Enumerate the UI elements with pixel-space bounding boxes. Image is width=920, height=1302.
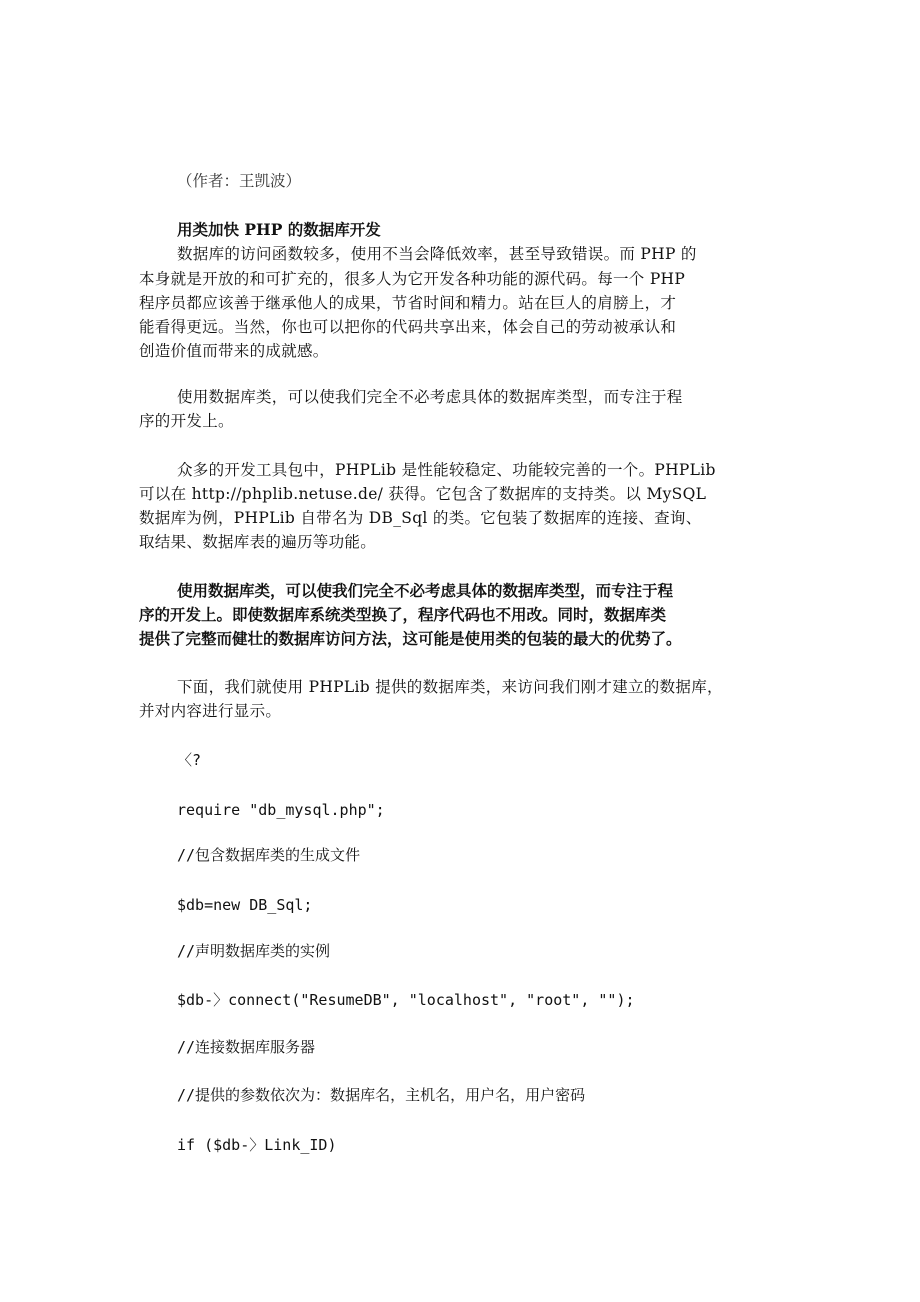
paragraph-3-line-4: 取结果、数据库表的遍历等功能。 [139, 533, 377, 551]
paragraph-2-line-2: 序的开发上。 [139, 412, 234, 430]
paragraph-1-line-1: 数据库的访问函数较多，使用不当会降低效率，甚至导致错误。而 PHP 的 [177, 245, 697, 263]
code-line-5: //声明数据库类的实例 [177, 942, 331, 960]
code-line-3: //包含数据库类的生成文件 [177, 846, 361, 864]
paragraph-5-line-2: 并对内容进行显示。 [139, 702, 282, 720]
paragraph-1-line-4: 能看得更远。当然，你也可以把你的代码共享出来，体会自己的劳动被承认和 [139, 318, 677, 336]
paragraph-4-line-2: 序的开发上。即使数据库系统类型换了，程序代码也不用改。同时，数据库类 [139, 605, 667, 624]
author-line: （作者：王凯波） [177, 172, 302, 190]
paragraph-1-line-2: 本身就是开放的和可扩充的，很多人为它开发各种功能的源代码。每一个 PHP [139, 270, 686, 288]
code-line-6: $db-〉connect("ResumeDB", "localhost", "root", ""); [177, 991, 635, 1009]
paragraph-1-line-3: 程序员都应该善于继承他人的成果，节省时间和精力。站在巨人的肩膀上，才 [139, 294, 677, 312]
code-line-8: //提供的参数依次为：数据库名，主机名，用户名，用户密码 [177, 1086, 586, 1104]
paragraph-3-line-1: 众多的开发工具包中，PHPLib 是性能较稳定、功能较完善的一个。PHPLib [177, 461, 716, 479]
paragraph-4-line-1: 使用数据库类，可以使我们完全不必考虑具体的数据库类型，而专注于程 [177, 581, 674, 600]
paragraph-2-line-1: 使用数据库类，可以使我们完全不必考虑具体的数据库类型，而专注于程 [177, 388, 683, 406]
code-line-4: $db=new DB_Sql; [177, 896, 313, 914]
code-line-1: 〈? [177, 751, 202, 769]
paragraph-4-line-3: 提供了完整而健壮的数据库访问方法，这可能是使用类的包装的最大的优势了。 [139, 629, 682, 648]
code-line-7: //连接数据库服务器 [177, 1038, 316, 1056]
code-line-9: if ($db-〉Link_ID) [177, 1136, 337, 1154]
article-title: 用类加快 PHP 的数据库开发 [177, 220, 381, 239]
paragraph-1-line-5: 创造价值而带来的成就感。 [139, 342, 329, 360]
code-line-2: require "db_mysql.php"; [177, 801, 385, 819]
paragraph-3-line-2: 可以在 http://phplib.netuse.de/ 获得。它包含了数据库的支持类。以 MySQL [139, 485, 707, 503]
paragraph-3-line-3: 数据库为例，PHPLib 自带名为 DB_Sql 的类。它包装了数据库的连接、查询、 [139, 509, 702, 527]
paragraph-5-line-1: 下面，我们就使用 PHPLib 提供的数据库类，来访问我们刚才建立的数据库， [177, 678, 723, 696]
